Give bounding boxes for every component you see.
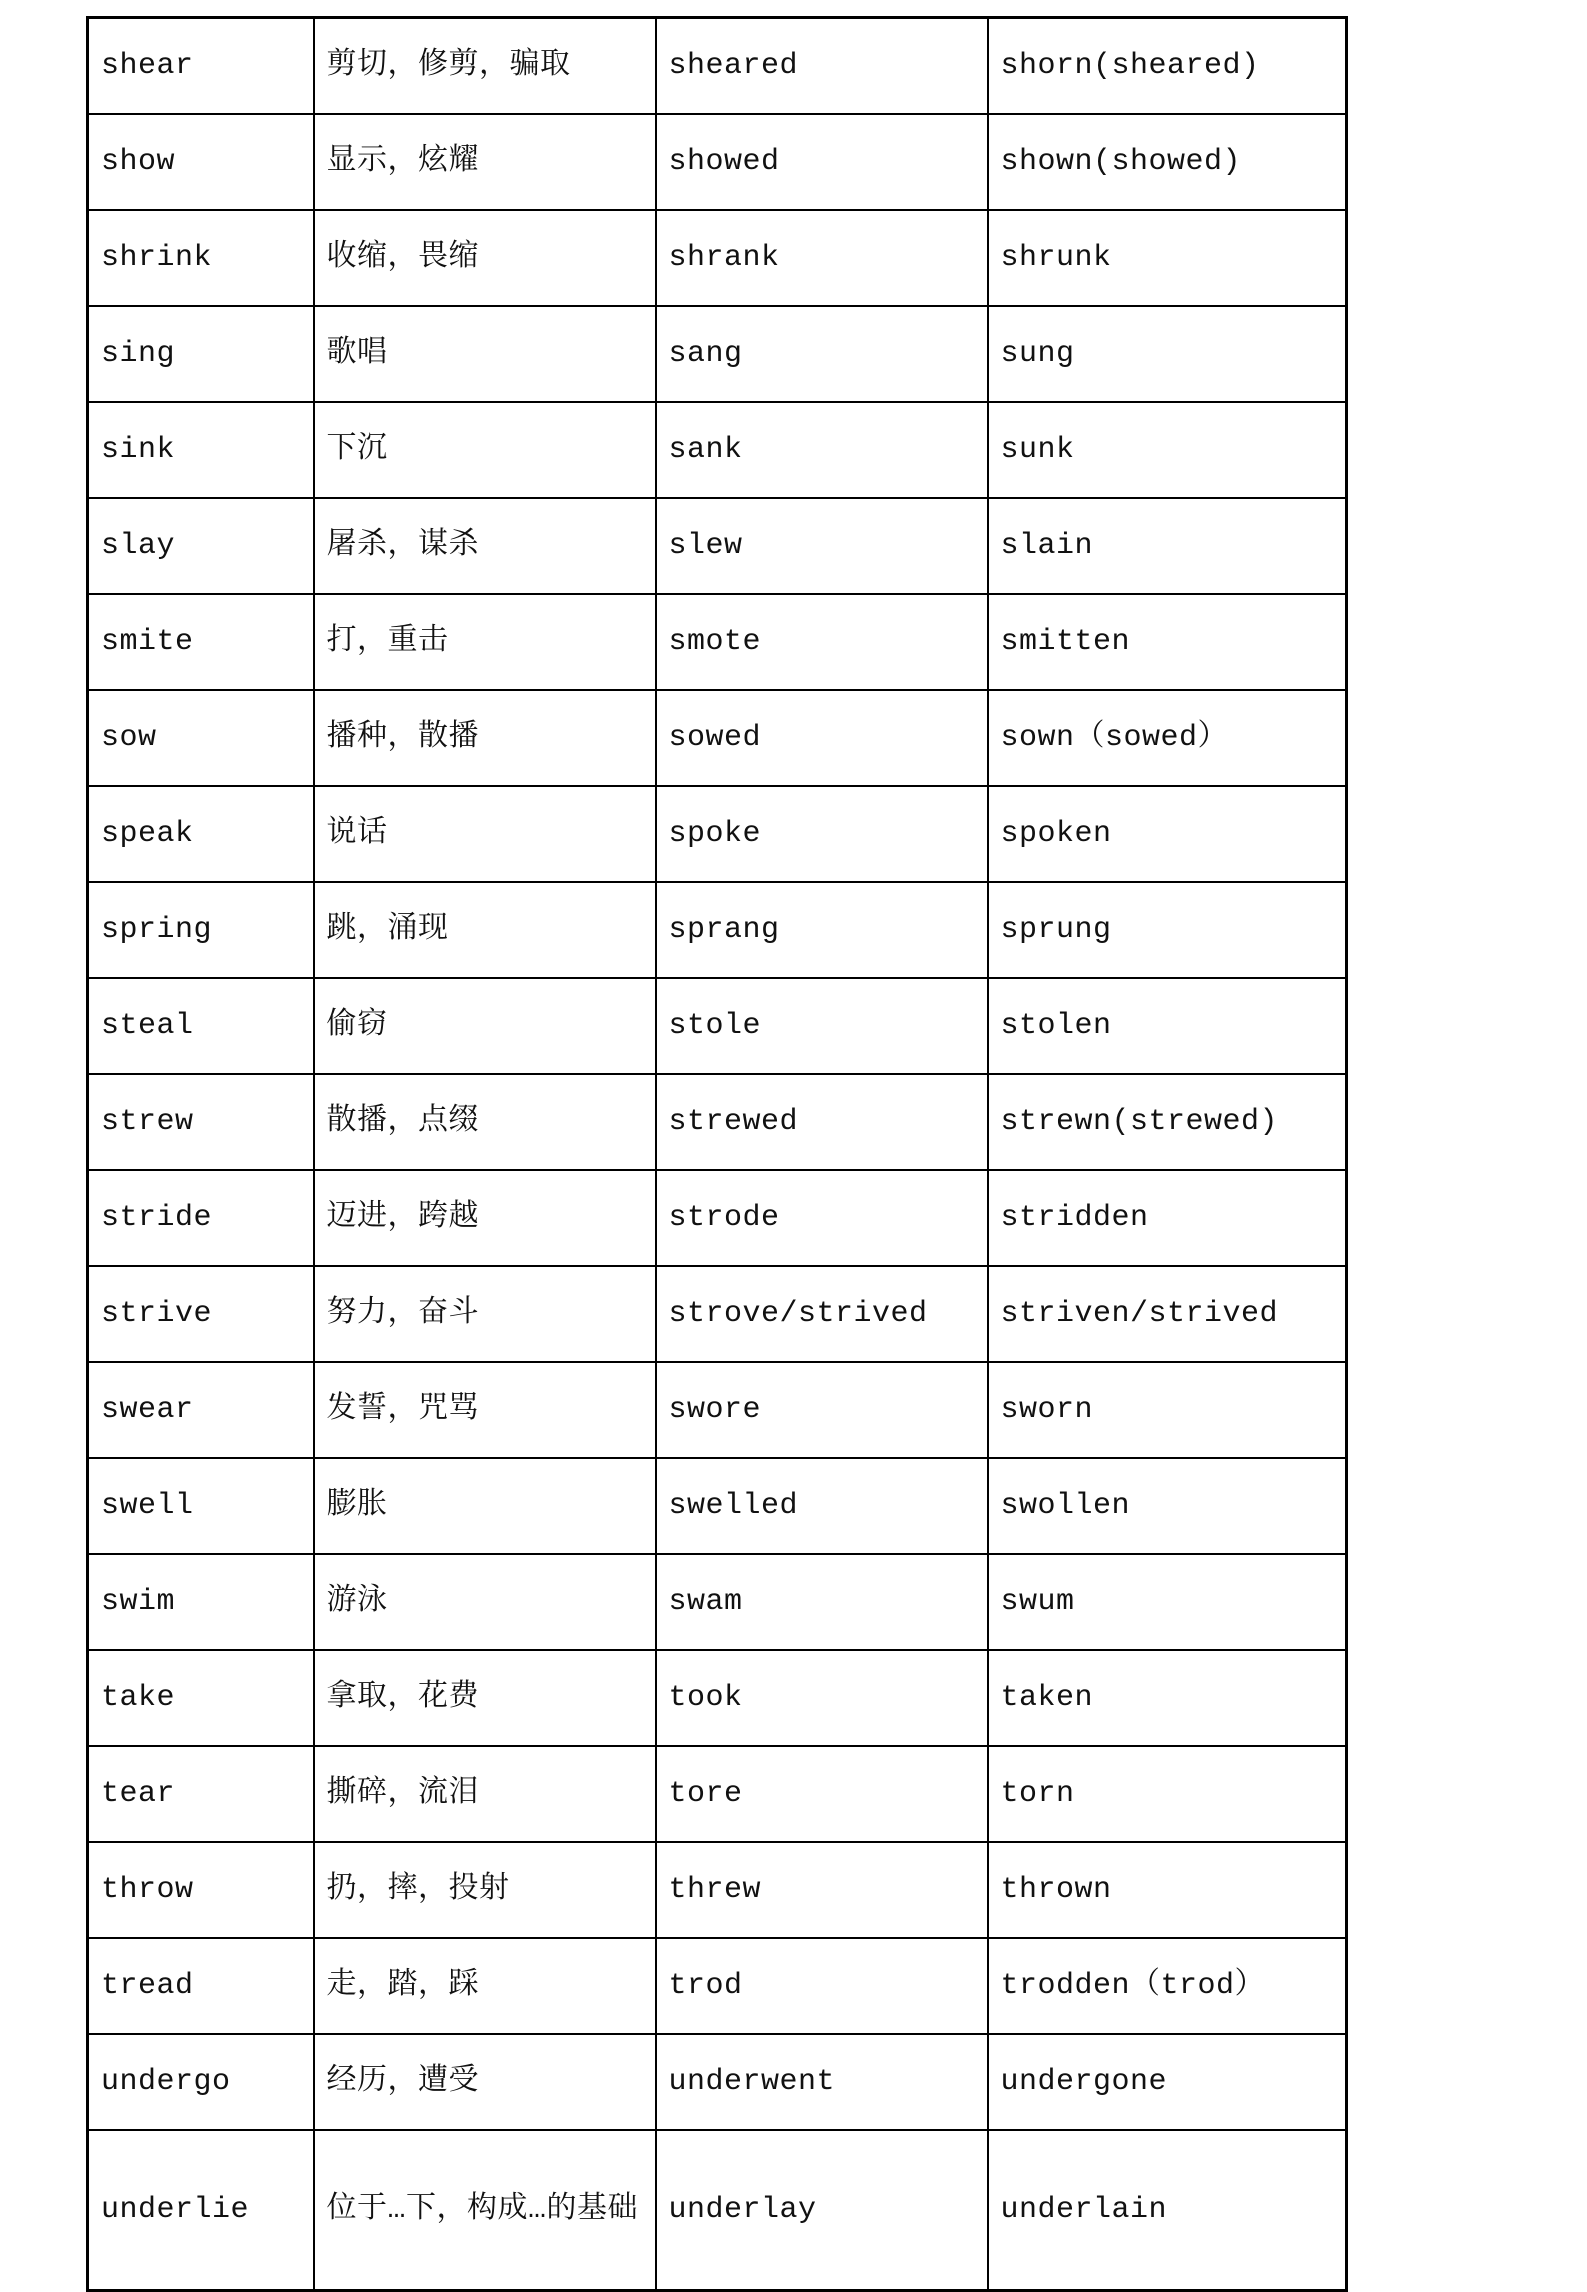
table-row [88, 114, 1347, 210]
cell-base-form: speak [88, 786, 314, 882]
table-row [88, 18, 1347, 115]
cell-meaning: 努力，奋斗 [314, 1266, 656, 1362]
cell-meaning: 跳，涌现 [314, 882, 656, 978]
cell-past-participle: underlain [988, 2130, 1347, 2291]
cell-meaning: 打，重击 [314, 594, 656, 690]
cell-meaning: 下沉 [314, 402, 656, 498]
cell-meaning: 播种，散播 [314, 690, 656, 786]
cell-past-participle: taken [988, 1650, 1347, 1746]
cell-base-form: smite [88, 594, 314, 690]
cell-past-tense: sang [656, 306, 988, 402]
cell-meaning: 歌唱 [314, 306, 656, 402]
cell-past-tense: sprang [656, 882, 988, 978]
verb-table-body [88, 18, 1347, 2291]
cell-past-participle: stridden [988, 1170, 1347, 1266]
cell-past-tense: spoke [656, 786, 988, 882]
cell-past-participle: smitten [988, 594, 1347, 690]
table-row [88, 1266, 1347, 1362]
cell-past-tense: sowed [656, 690, 988, 786]
cell-past-tense: smote [656, 594, 988, 690]
cell-base-form: undergo [88, 2034, 314, 2130]
cell-past-participle: sprung [988, 882, 1347, 978]
cell-past-participle: slain [988, 498, 1347, 594]
cell-meaning: 散播，点缀 [314, 1074, 656, 1170]
cell-base-form: take [88, 1650, 314, 1746]
cell-past-tense: sheared [656, 18, 988, 115]
cell-meaning: 迈进，跨越 [314, 1170, 656, 1266]
cell-meaning: 拿取，花费 [314, 1650, 656, 1746]
cell-past-tense: took [656, 1650, 988, 1746]
table-row [88, 690, 1347, 786]
table-row [88, 594, 1347, 690]
cell-past-participle: sunk [988, 402, 1347, 498]
table-row [88, 978, 1347, 1074]
table-row [88, 210, 1347, 306]
table-row [88, 306, 1347, 402]
cell-base-form: show [88, 114, 314, 210]
cell-past-participle: striven/strived [988, 1266, 1347, 1362]
cell-past-tense: swelled [656, 1458, 988, 1554]
cell-base-form: tread [88, 1938, 314, 2034]
cell-past-tense: swore [656, 1362, 988, 1458]
cell-meaning: 膨胀 [314, 1458, 656, 1554]
cell-base-form: strew [88, 1074, 314, 1170]
cell-past-tense: tore [656, 1746, 988, 1842]
cell-base-form: sing [88, 306, 314, 402]
cell-past-tense: trod [656, 1938, 988, 2034]
cell-past-participle: sown（sowed） [988, 690, 1347, 786]
cell-past-participle: torn [988, 1746, 1347, 1842]
cell-base-form: shear [88, 18, 314, 115]
cell-meaning: 扔，摔，投射 [314, 1842, 656, 1938]
table-row [88, 1650, 1347, 1746]
cell-past-tense: underwent [656, 2034, 988, 2130]
cell-meaning: 撕碎，流泪 [314, 1746, 656, 1842]
cell-past-participle: swum [988, 1554, 1347, 1650]
table-row [88, 2034, 1347, 2130]
cell-past-participle: shrunk [988, 210, 1347, 306]
cell-past-participle: trodden（trod） [988, 1938, 1347, 2034]
cell-past-tense: stole [656, 978, 988, 1074]
cell-base-form: spring [88, 882, 314, 978]
table-row [88, 1362, 1347, 1458]
cell-past-tense: strode [656, 1170, 988, 1266]
cell-past-participle: swollen [988, 1458, 1347, 1554]
cell-past-tense: shrank [656, 210, 988, 306]
cell-past-participle: strewn(strewed) [988, 1074, 1347, 1170]
cell-past-participle: sung [988, 306, 1347, 402]
cell-past-tense: sank [656, 402, 988, 498]
cell-past-tense: strove/strived [656, 1266, 988, 1362]
cell-past-participle: stolen [988, 978, 1347, 1074]
cell-past-tense: swam [656, 1554, 988, 1650]
cell-base-form: sow [88, 690, 314, 786]
cell-past-tense: underlay [656, 2130, 988, 2291]
cell-meaning: 经历，遭受 [314, 2034, 656, 2130]
cell-meaning: 收缩，畏缩 [314, 210, 656, 306]
cell-base-form: swim [88, 1554, 314, 1650]
cell-meaning: 说话 [314, 786, 656, 882]
cell-past-participle: shown(showed) [988, 114, 1347, 210]
table-row [88, 402, 1347, 498]
cell-meaning: 游泳 [314, 1554, 656, 1650]
cell-past-participle: sworn [988, 1362, 1347, 1458]
cell-base-form: slay [88, 498, 314, 594]
cell-base-form: sink [88, 402, 314, 498]
cell-base-form: tear [88, 1746, 314, 1842]
cell-meaning: 偷窃 [314, 978, 656, 1074]
cell-past-tense: showed [656, 114, 988, 210]
cell-past-tense: slew [656, 498, 988, 594]
table-row [88, 1842, 1347, 1938]
cell-base-form: swear [88, 1362, 314, 1458]
cell-base-form: strive [88, 1266, 314, 1362]
table-row [88, 1938, 1347, 2034]
cell-meaning: 走，踏，踩 [314, 1938, 656, 2034]
table-row [88, 1170, 1347, 1266]
cell-base-form: throw [88, 1842, 314, 1938]
cell-meaning: 发誓，咒骂 [314, 1362, 656, 1458]
cell-past-participle: spoken [988, 786, 1347, 882]
table-row [88, 1074, 1347, 1170]
verb-table-container [86, 16, 1348, 2292]
table-row [88, 1554, 1347, 1650]
table-row [88, 882, 1347, 978]
irregular-verbs-table [86, 16, 1348, 2292]
cell-past-participle: undergone [988, 2034, 1347, 2130]
cell-past-tense: threw [656, 1842, 988, 1938]
cell-meaning: 位于…下，构成…的基础 [314, 2130, 656, 2291]
table-row [88, 786, 1347, 882]
table-row [88, 1746, 1347, 1842]
cell-base-form: swell [88, 1458, 314, 1554]
table-row [88, 498, 1347, 594]
cell-past-participle: shorn(sheared) [988, 18, 1347, 115]
cell-past-participle: thrown [988, 1842, 1347, 1938]
cell-past-tense: strewed [656, 1074, 988, 1170]
cell-meaning: 剪切，修剪，骗取 [314, 18, 656, 115]
table-row [88, 2130, 1347, 2291]
cell-meaning: 显示，炫耀 [314, 114, 656, 210]
cell-meaning: 屠杀，谋杀 [314, 498, 656, 594]
cell-base-form: stride [88, 1170, 314, 1266]
cell-base-form: steal [88, 978, 314, 1074]
cell-base-form: shrink [88, 210, 314, 306]
cell-base-form: underlie [88, 2130, 314, 2291]
table-row [88, 1458, 1347, 1554]
